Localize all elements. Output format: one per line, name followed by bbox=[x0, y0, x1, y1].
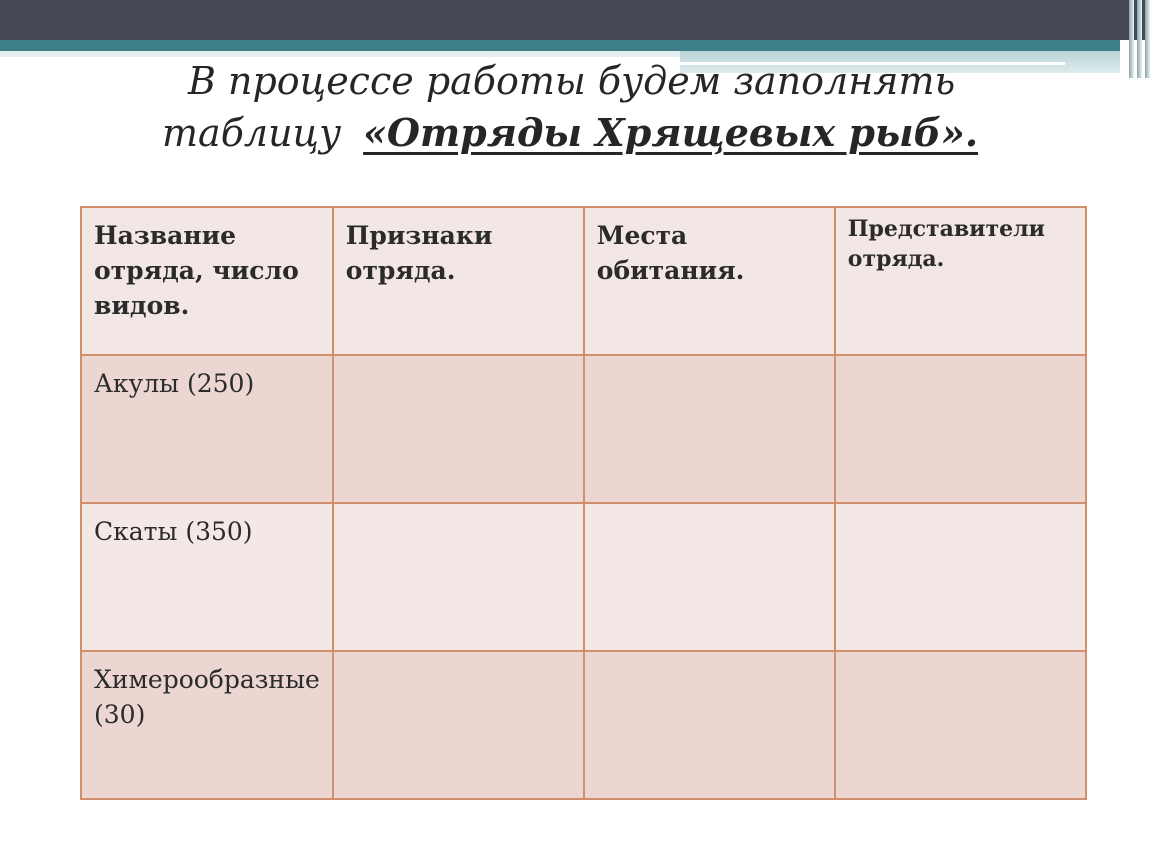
slide-title-line2 bbox=[162, 108, 978, 158]
table-cell bbox=[835, 651, 1086, 799]
top-teal-band bbox=[0, 40, 1120, 51]
table-cell bbox=[835, 503, 1086, 651]
table-cell: Акулы (250) bbox=[81, 355, 333, 503]
table-cell bbox=[584, 651, 835, 799]
header-order-name: Название отряда, число видов. bbox=[81, 207, 333, 355]
slide-title-prefix: таблицу bbox=[162, 111, 342, 155]
table-cell bbox=[333, 503, 584, 651]
table-row bbox=[81, 651, 1086, 799]
slide-title-emphasis: «Отряды Хрящевых рыб». bbox=[363, 110, 979, 155]
table-cell bbox=[835, 355, 1086, 503]
orders-table bbox=[80, 206, 1087, 800]
table-row bbox=[81, 355, 1086, 503]
header-order-features: Признаки отряда. bbox=[333, 207, 584, 355]
header-representatives: Представители отряда. bbox=[835, 207, 1086, 355]
table-cell: Скаты (350) bbox=[81, 503, 333, 651]
table-cell bbox=[584, 503, 835, 651]
table-cell bbox=[333, 355, 584, 503]
table-header-row bbox=[81, 207, 1086, 355]
table-cell bbox=[584, 355, 835, 503]
corner-bars-decoration bbox=[1120, 0, 1150, 78]
table-cell: Химерообразные (30) bbox=[81, 651, 333, 799]
slide-title-line1: В процессе работы будем заполнять bbox=[188, 59, 956, 103]
table-cell bbox=[333, 651, 584, 799]
header-habitats: Места обитания. bbox=[584, 207, 835, 355]
table-row bbox=[81, 503, 1086, 651]
top-dark-band bbox=[0, 0, 1150, 40]
